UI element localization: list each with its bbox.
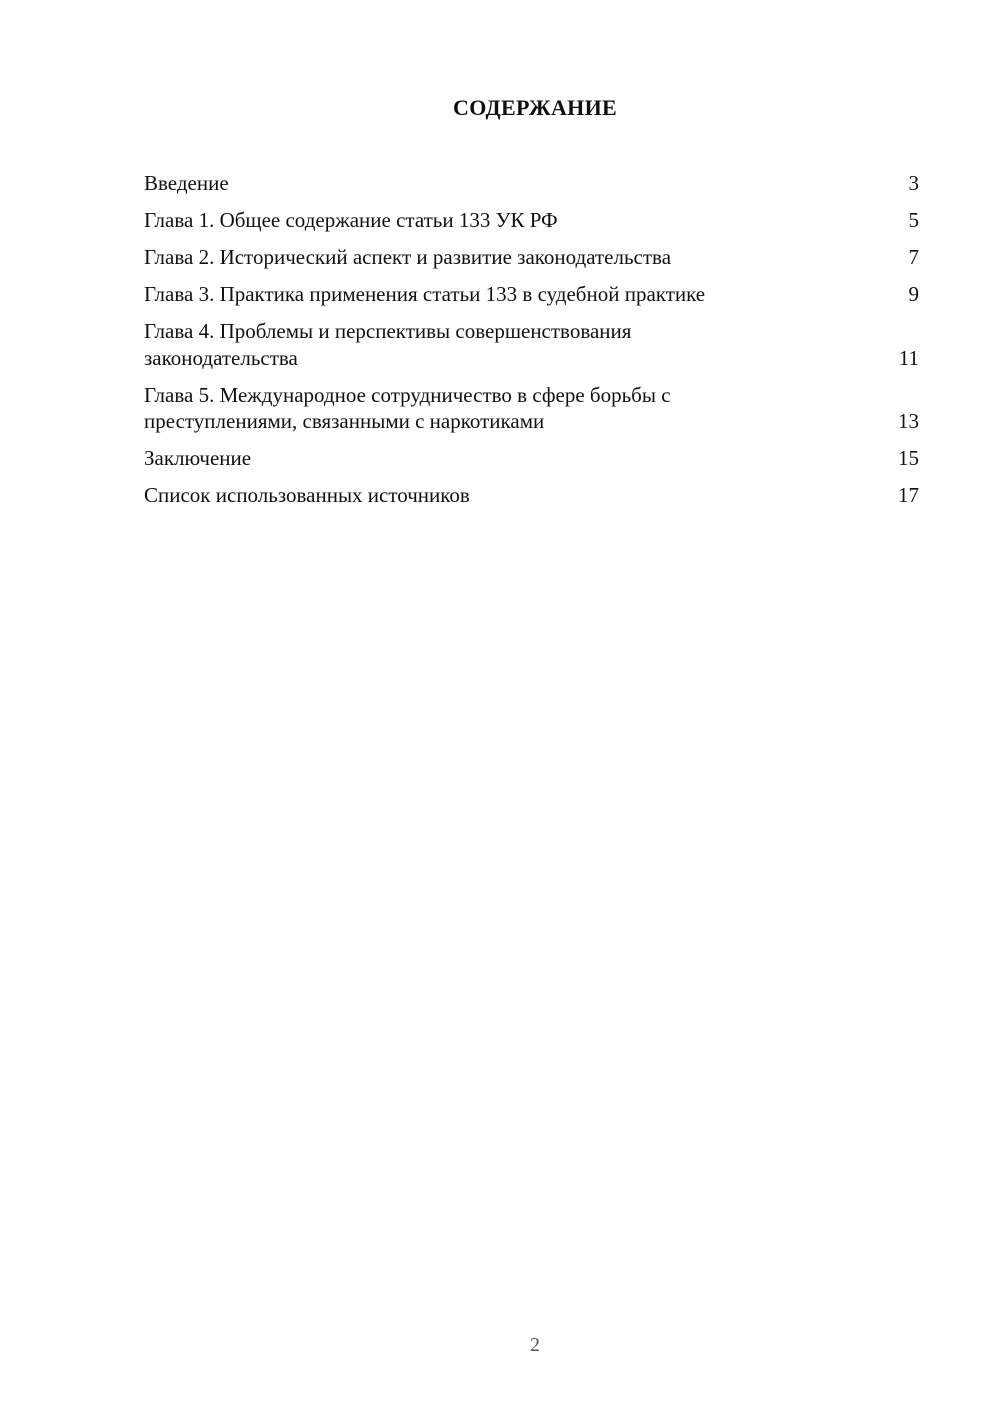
toc-entry-chapter-4	[144, 318, 919, 371]
toc-entry-label: Введение	[144, 171, 229, 195]
toc-entry-page: 3	[908, 171, 919, 195]
toc-entry-label-line-2: преступлениями, связанными с наркотиками	[144, 409, 545, 433]
toc-entry-page: 11	[898, 345, 919, 370]
page-number: 2	[530, 1334, 540, 1356]
toc-entry-references	[144, 482, 919, 509]
toc-entry-page: 15	[898, 446, 919, 470]
toc-entry-chapter-5	[144, 382, 919, 435]
toc-entry-label: Глава 3. Практика применения статьи 133 в судебной практике	[144, 282, 706, 306]
toc-entry-conclusion	[144, 445, 919, 472]
toc-entry-page: 9	[908, 282, 919, 306]
toc-entry-page: 17	[898, 483, 919, 507]
toc-entry-page: 13	[898, 409, 919, 433]
page-title: СОДЕРЖАНИЕ	[453, 95, 617, 120]
table-of-contents	[144, 170, 919, 519]
toc-entry-introduction	[144, 170, 919, 197]
toc-entry-label: Глава 2. Исторический аспект и развитие законодательства	[144, 245, 672, 269]
toc-entry-label: Список использованных источников	[144, 483, 470, 507]
toc-entry-label-line-1: Глава 5. Международное сотрудничество в сфере борьбы с	[144, 382, 671, 407]
toc-entry-label-line-2: законодательства	[144, 345, 298, 370]
toc-entry-label	[144, 318, 891, 371]
toc-entry-label: Заключение	[144, 446, 252, 470]
toc-entry-chapter-3	[144, 281, 919, 308]
toc-entry-page: 7	[908, 245, 919, 269]
toc-entry-label-line-1: Глава 4. Проблемы и перспективы совершенствования	[144, 319, 632, 343]
toc-entry-chapter-1	[144, 207, 919, 234]
toc-entry-label	[144, 382, 891, 435]
toc-entry-chapter-2	[144, 244, 919, 271]
toc-entry-label: Глава 1. Общее содержание статьи 133 УК РФ	[144, 208, 558, 232]
toc-entry-page: 5	[908, 208, 919, 232]
